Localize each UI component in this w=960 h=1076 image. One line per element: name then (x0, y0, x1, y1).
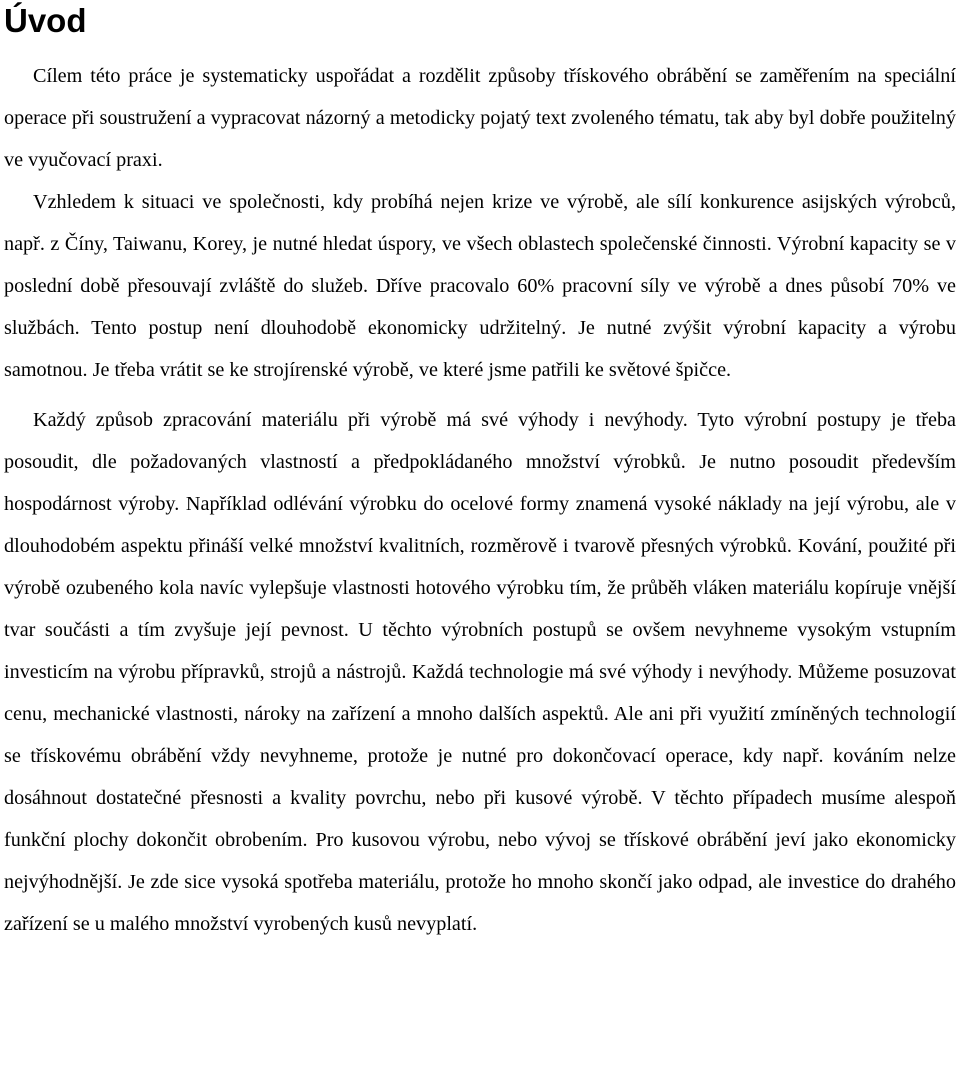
document-page (4, 0, 956, 1076)
paragraph-2: Vzhledem k situaci ve společnosti, kdy probíhá nejen krize ve výrobě, ale sílí konkurence asijských výrobců, např. z Číny, Taiwanu, Korey, je nutné hledat úspory, ve všech oblastech společenské činnosti. Výrobní kapacity se v poslední době přesouvají zvláště do služeb. Dříve pracovalo 60% pracovní síly ve výrobě a dnes působí 70% ve službách. Tento postup není dlouhodobě ekonomicky udržitelný. Je nutné zvýšit výrobní kapacity a výrobu samotnou. Je třeba vrátit se ke strojírenské výrobě, ve které jsme patřili ke světové špičce. (4, 191, 956, 381)
paragraph-3: Každý způsob zpracování materiálu při výrobě má své výhody i nevýhody. Tyto výrobní postupy je třeba posoudit, dle požadovaných vlastností a předpokládaného množství výrobků. Je nutno posoudit především hospodárnost výroby. Například odlévání výrobku do ocelové formy znamená vysoké náklady na její výrobu, ale v dlouhodobém aspektu přináší velké množství kvalitních, rozměrově i tvarově přesných výrobků. Kování, použité při výrobě ozubeného kola navíc vylepšuje vlastnosti hotového výrobku tím, že průběh vláken materiálu kopíruje vnější tvar součásti a tím zvyšuje její pevnost. U těchto výrobních postupů se ovšem nevyhneme vysokým vstupním investicím na výrobu přípravků, strojů a nástrojů. Každá technologie má své výhody i nevýhody. Můžeme posuzovat cenu, mechanické vlastnosti, nároky na zařízení a mnoho dalších aspektů. Ale ani při využití zmíněných technologií se třískovému obrábění vždy nevyhneme, protože je nutné pro dokončovací operace, kdy např. kováním nelze dosáhnout dostatečné přesnosti a kvality povrchu, nebo při kusové výrobě. V těchto případech musíme alespoň funkční plochy dokončit obrobením. Pro kusovou výrobu, nebo vývoj se třískové obrábění jeví jako ekonomicky nejvýhodnější. Je zde sice vysoká spotřeba materiálu, protože ho mnoho skončí jako odpad, ale investice do drahého zařízení se u malého množství vyrobených kusů nevyplatí. (4, 409, 956, 935)
paragraph-1: Cílem této práce je systematicky uspořádat a rozdělit způsoby třískového obrábění se zaměřením na speciální operace při soustružení a vypracovat názorný a metodicky pojatý text zvoleného tématu, tak aby byl dobře použitelný ve vyučovací praxi. (4, 65, 956, 171)
section-heading: Úvod (4, 2, 87, 39)
body-text (4, 55, 956, 945)
